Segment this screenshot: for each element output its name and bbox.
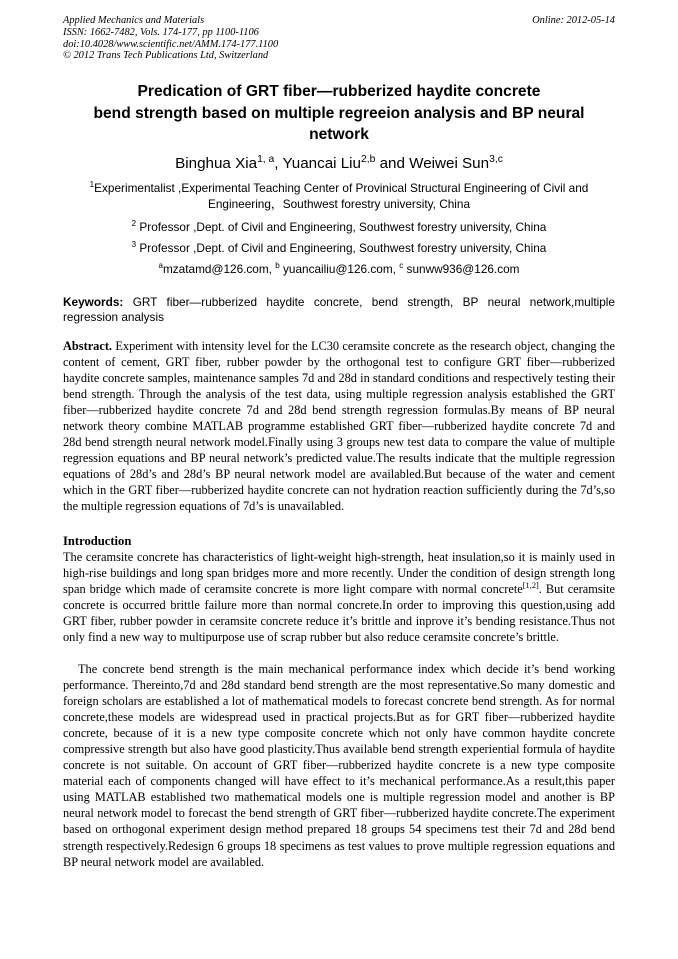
affiliation-1-marker: 1 <box>89 180 95 190</box>
affiliation-1-text: Experimentalist ,Experimental Teaching Center of Provinical Structural Engineering of Civil and Engineering，Southwest forestry university, China <box>94 181 589 211</box>
affiliation-3 <box>63 240 615 256</box>
email-a-marker: a <box>158 261 163 271</box>
affiliation-1 <box>63 180 615 212</box>
issn-line: ISSN: 1662-7482, Vols. 174-177, pp 1100-1106 <box>63 26 259 38</box>
author-list <box>63 154 615 174</box>
section-heading-introduction: Introduction <box>63 534 132 548</box>
author-separator-and: and <box>375 155 410 172</box>
journal-name: Applied Mechanics and Materials <box>63 15 205 26</box>
intro-paragraph-2: The concrete bend strength is the main mechanical performance index which decide it’s bend working performance. Thereinto,7d and 28d standard bend strength are the most representative.So many domestic and foreign scholars are established a lot of mathematical models to forecast concrete bend strength. As for normal concrete,these models are widespread used in practical projects.But as for GRT fiber—rubberized haydite concrete, because of it is a new type composite concrete which not only have common haydite concrete compressive strength but also have good plasticity.Thus available bend strength experiential formula of haydite concrete is not suitable. On account of GRT fiber—rubberized haydite concrete is a new type composite material each of components changed will have effect to it’s mechanical performance.As a result,this paper using MATLAB established two mathematical models one is multiple regression model and another is BP neural network model to forecast the bend strength of GRT fiber—rubberized haydite concrete.The experiment based on orthogonal experiment design method prepared 18 groups 54 specimens test their 7d and 28d bend strength respectively.Redesign 6 groups 18 specimens as test values to prove multiple regression equations and BP neural network model are availabled. <box>63 662 615 869</box>
author-2-marker: 2,b <box>361 153 376 165</box>
email-c-marker: c <box>399 261 404 271</box>
doi-line: doi:10.4028/www.scientific.net/AMM.174-177.1100 <box>63 38 279 50</box>
keywords <box>63 295 615 325</box>
affiliation-2-marker: 2 <box>131 219 137 229</box>
author-1-name: Binghua Xia <box>175 155 258 172</box>
keywords-text: GRT fiber—rubberized haydite concrete, bend strength, BP neural network,multiple regression analysis <box>63 295 615 324</box>
citation-ref: [1,2] <box>522 580 539 590</box>
affiliation-2 <box>63 219 615 235</box>
author-2-name: Yuancai Liu <box>282 155 362 172</box>
email-b-marker: b <box>275 261 280 271</box>
author-separator-comma: , <box>274 155 283 172</box>
online-date: Online: 2012-05-14 <box>532 15 615 26</box>
author-1-marker: 1, a <box>257 153 275 165</box>
abstract <box>63 338 615 515</box>
email-a: mzatamd@126.com, <box>162 262 276 276</box>
copyright-line: © 2012 Trans Tech Publications Ltd, Switzerland <box>63 50 269 62</box>
keywords-label: Keywords: <box>63 295 124 309</box>
intro-paragraph-1-part-a: The ceramsite concrete has characteristics of light-weight high-strength, heat insulation,so it is mainly used in high-rise buildings and long span bridges more and more recently. Under the condition of design strength long span bridge which made of ceramsite concrete is more light compare with normal concrete <box>63 550 615 597</box>
abstract-label: Abstract. <box>63 339 113 353</box>
title-line-2: bend strength based on multiple regreeion analysis and BP neural network <box>93 104 585 143</box>
abstract-text: Experiment with intensity level for the LC30 ceramsite concrete as the research object, changing the content of cement, GRT fiber, rubber powder by the orthogonal test to configure GRT fiber—rubberized haydite concrete samples, maintenance samples 7d and 28d in standard conditions and respectively testing their bend strength. Through the analysis of the test data, using multiple regression analysis established the GRT fiber—rubberized haydite concrete 7d and 28d bend strength regression formulas.By means of BP neural network theory combine MATLAB programme established GRT fiber—rubberized haydite concrete 7d and 28d bend strength neural network model.Finally using 3 groups new test data to compare the value of multiple regression equations and BP neural network’s predicted value.The results indicate that the multiple regression equations of 28d’s and 28d’s BP neural network model are availabled.But because of the water and cement which in the GRT fiber—rubberized haydite concrete can not hydration reaction sufficiently during the 7d’s,so the multiple regression equations of 7d’s is unavailabled. <box>63 339 615 514</box>
title-line-1: Predication of GRT fiber—rubberized haydite concrete <box>137 83 541 100</box>
author-3-name: Weiwei Sun <box>409 155 490 172</box>
email-c: sunww936@126.com <box>403 262 520 276</box>
email-line <box>63 261 615 277</box>
journal-header <box>63 15 615 62</box>
affiliation-3-marker: 3 <box>131 240 137 250</box>
email-b: yuancailiu@126.com, <box>279 262 400 276</box>
affiliation-2-text: Professor ,Dept. of Civil and Engineering, Southwest forestry university, China <box>139 220 547 234</box>
intro-paragraph-1 <box>63 549 615 645</box>
author-3-marker: 3,c <box>489 153 503 165</box>
paper-title <box>63 81 615 146</box>
affiliation-3-text: Professor ,Dept. of Civil and Engineering, Southwest forestry university, China <box>139 241 547 255</box>
intro-paragraph-1-part-b: . But ceramsite concrete is occurred brittle failure more than normal concrete.In order to improving this question,using add GRT fiber, rubber powder in ceramsite concrete reduce it’s brittle and inprove it’s bending resistance.Thus not only find a new way to multipurpose use of scrap rubber but also reduce ceramsite concrete’s brittle. <box>63 582 615 645</box>
